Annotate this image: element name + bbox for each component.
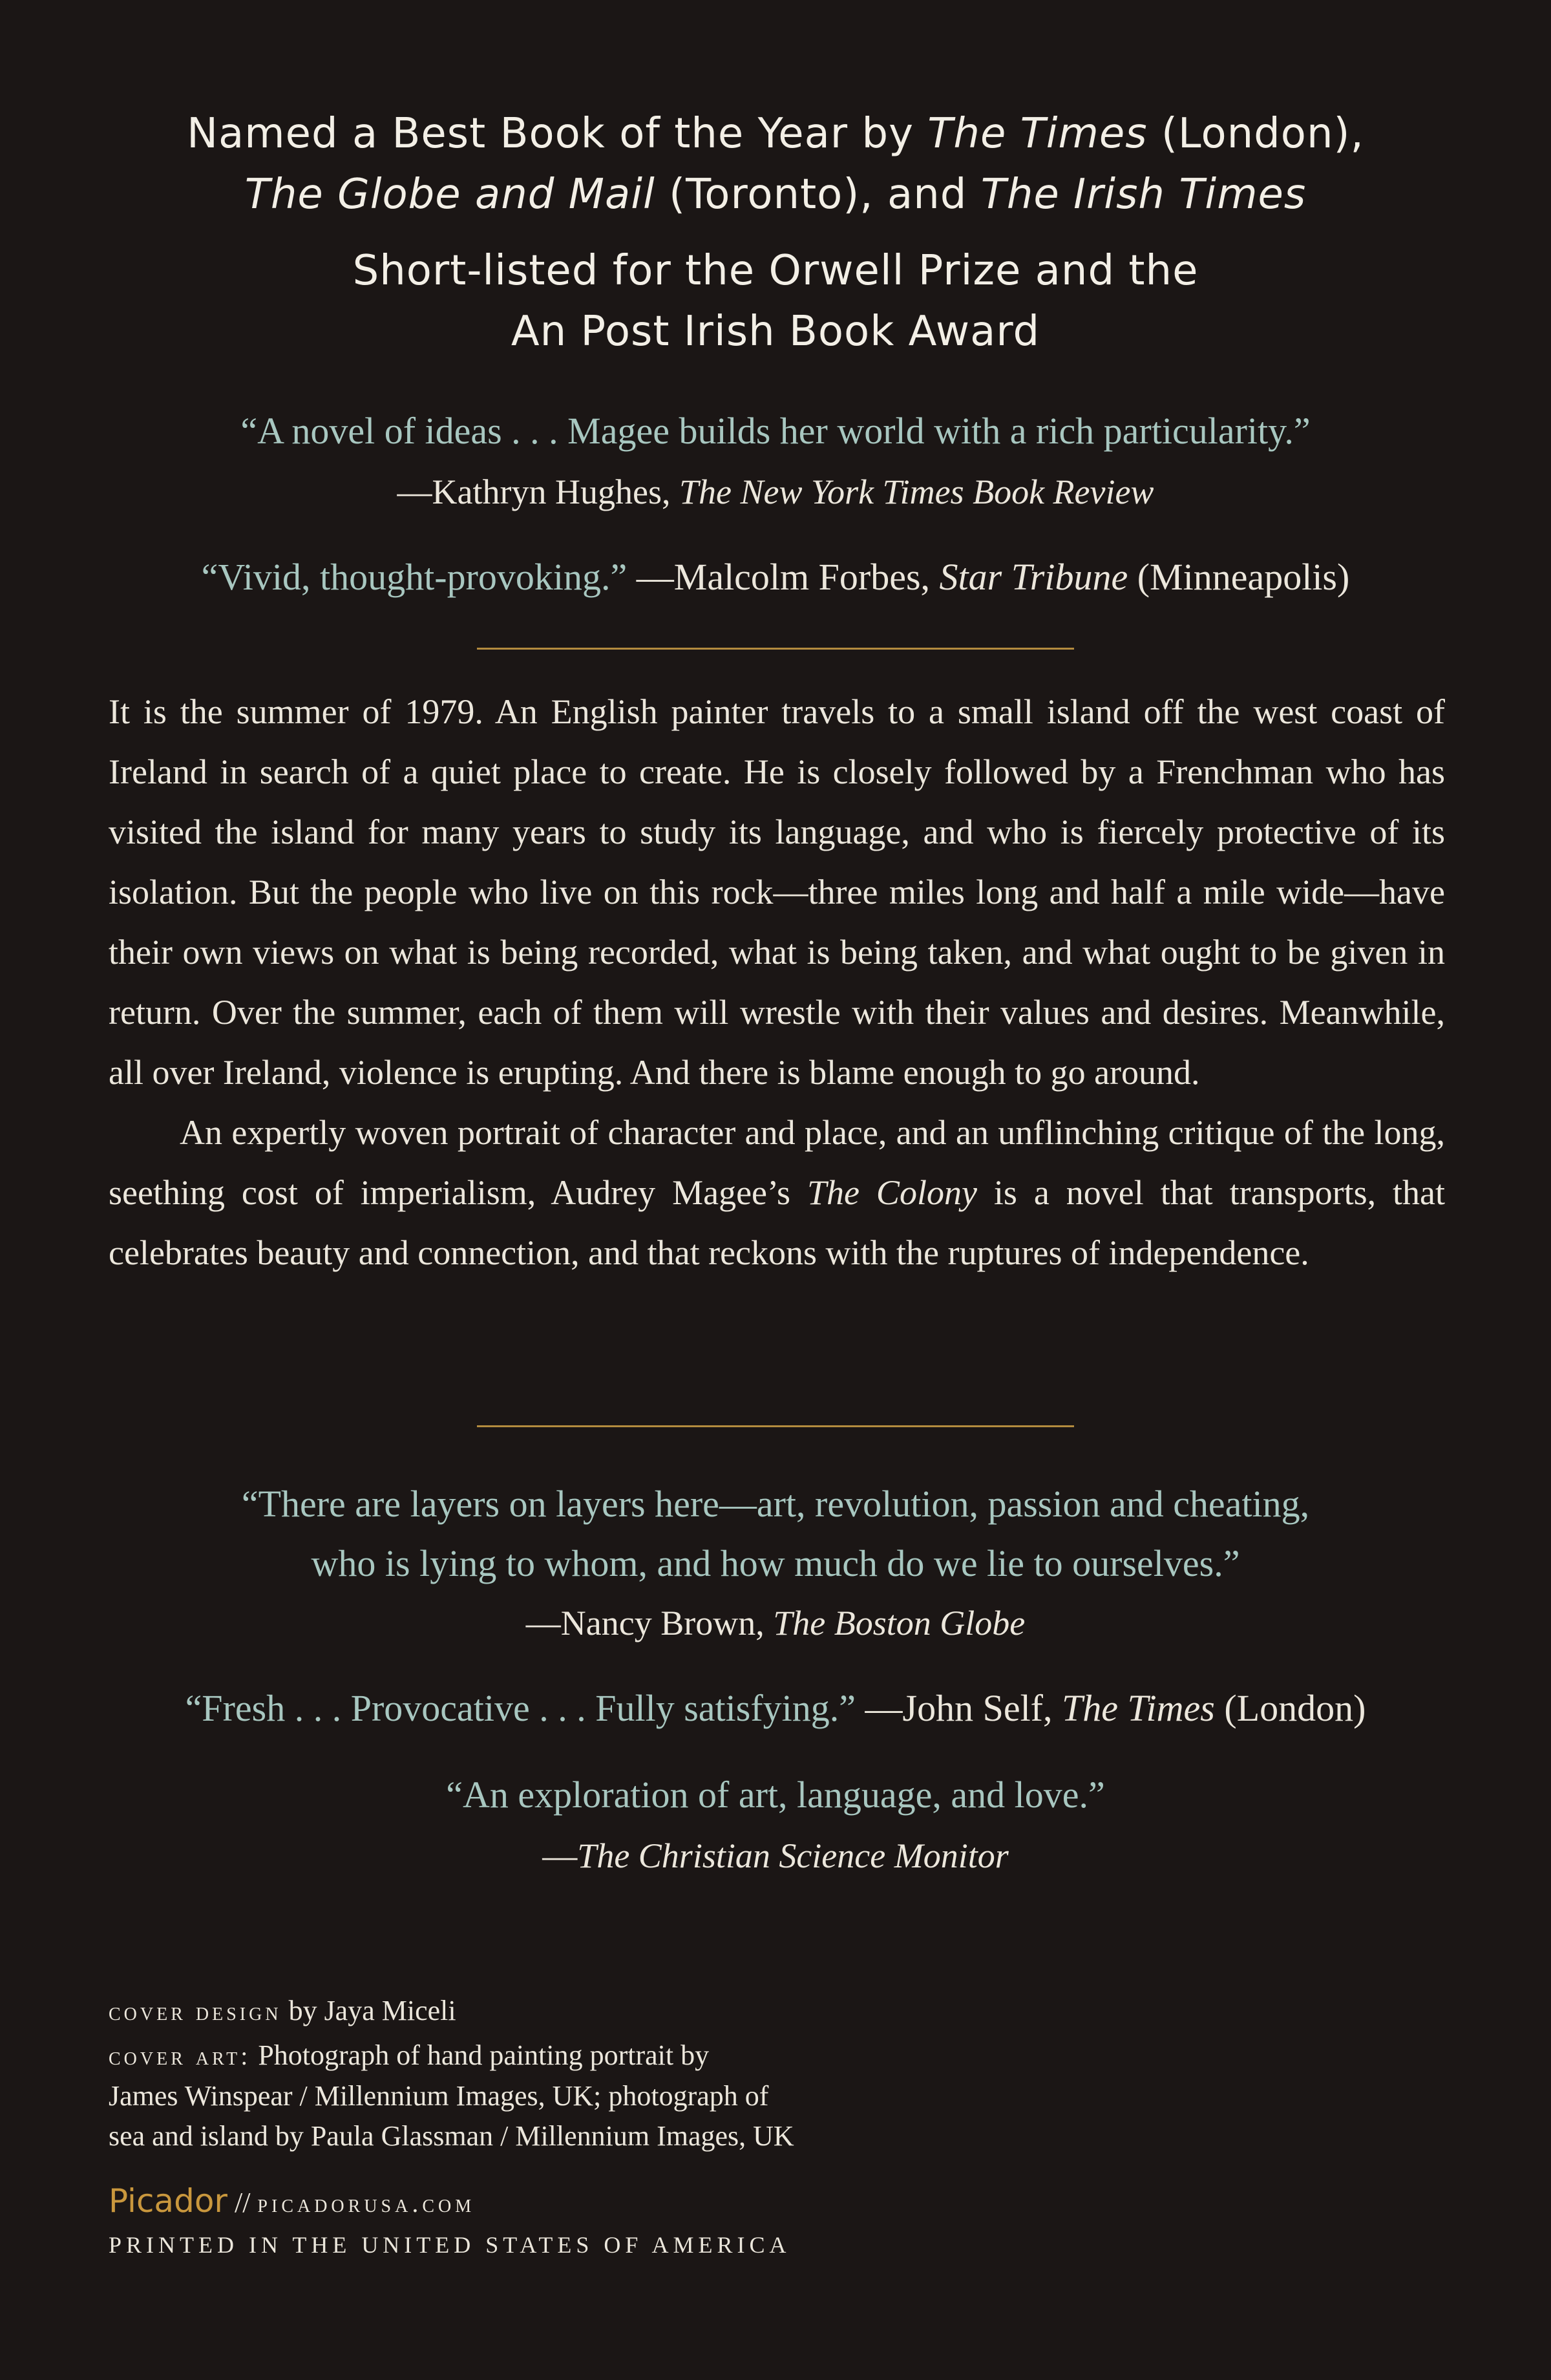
quote-text: “An exploration of art, language, and love.” (446, 1774, 1105, 1816)
publisher-url[interactable] (257, 2191, 475, 2217)
accolade-line-1 (0, 103, 1551, 164)
review-quote (0, 1474, 1551, 1535)
review-source: Star Tribune (939, 556, 1128, 598)
credit-label: cover art: (109, 2041, 251, 2070)
quote-text: “Fresh . . . Provocative . . . Fully satisfying.” (185, 1687, 856, 1729)
review-source: The Christian Science Monitor (577, 1836, 1009, 1875)
credit-label: cover design (109, 1997, 282, 2026)
shortlist-text: An Post Irish Book Award (511, 308, 1040, 356)
review-source: The New York Times Book Review (679, 473, 1154, 511)
review-source-location: (London) (1214, 1687, 1366, 1729)
review-quote (0, 1533, 1551, 1594)
review-source: The Times (1062, 1687, 1215, 1729)
review-attribution (0, 1825, 1551, 1886)
reviewer-name: —John Self, (856, 1687, 1062, 1729)
reviewer-name: —Nancy Brown, (525, 1604, 774, 1642)
quote-text: “A novel of ideas . . . Magee builds her world with a rich particularity.” (240, 410, 1311, 452)
quote-text: “Vivid, thought-provoking.” (201, 556, 628, 598)
reviewer-name: —Kathryn Hughes, (397, 473, 679, 511)
reviewer-name: —Malcolm Forbes, (627, 556, 940, 598)
review-quote (0, 1765, 1551, 1825)
credit-text: Photograph of hand painting portrait by (251, 2039, 710, 2071)
review-attribution (0, 1593, 1551, 1653)
review-source: The Boston Globe (773, 1604, 1026, 1642)
description-paragraph (109, 1103, 1445, 1283)
printed-in-notice (109, 2229, 790, 2261)
publisher-logo: Picador (109, 2182, 227, 2220)
review-source-location: (Minneapolis) (1128, 556, 1350, 598)
divider-rule (477, 648, 1074, 650)
publication-title: The Times (927, 110, 1148, 158)
accolade-text: (London), (1147, 110, 1364, 158)
review-quote-inline (0, 1678, 1551, 1739)
credit-text: by Jaya Miceli (281, 1995, 456, 2026)
divider-rule (477, 1425, 1074, 1427)
shortlist-line-2 (0, 301, 1551, 362)
accolade-text: Named a Best Book of the Year by (187, 110, 928, 158)
description-text: is a novel that transports, that celebrates beauty and connection, and that reckons with the ruptures of independence. (109, 1173, 1446, 1272)
publication-title: The Irish Times (980, 171, 1307, 218)
printed-text: PRINTED IN THE UNITED STATES OF AMERICA (109, 2232, 791, 2258)
review-attribution (0, 462, 1551, 522)
description-paragraph: It is the summer of 1979. An English painter travels to a small island off the west coast of Ireland in search of a quiet place to create. He is closely followed by a Frenchman who has visited the island for many years to study its language, and who is fiercely protective of its isolation. But the people who live on this rock—three miles long and half a mile wide—have their own views on what is being recorded, what is being taken, and what ought to be given in return. Over the summer, each of them will wrestle with their values and desires. Meanwhile, all over Ireland, violence is erupting. And there is blame enough to go around. (109, 692, 1445, 1092)
separator: // (227, 2187, 258, 2218)
review-quote-inline (0, 547, 1551, 608)
book-description (109, 682, 1445, 1283)
publisher-line (109, 2181, 475, 2224)
cover-credits (109, 1991, 1013, 2156)
cover-art-credit (109, 2035, 1013, 2076)
review-quote (0, 401, 1551, 462)
accolade-text: (Toronto), and (655, 171, 981, 218)
attribution-dash: — (542, 1836, 578, 1875)
credit-text: sea and island by Paula Glassman / Millennium Images, UK (109, 2120, 794, 2152)
publisher-url-text: picadorusa.com (257, 2189, 476, 2218)
shortlist-text: Short-listed for the Orwell Prize and the (352, 247, 1199, 295)
cover-design-credit (109, 1991, 1013, 2032)
quote-text: “There are layers on layers here—art, revolution, passion and cheating, (241, 1483, 1310, 1525)
credit-text: James Winspear / Millennium Images, UK; photograph of (109, 2080, 769, 2112)
book-title: The Colony (807, 1173, 977, 1212)
publication-title: The Globe and Mail (244, 171, 655, 218)
description-text: An expertly woven portrait of character and place, and an unflinching critique of the long, seething cost of imperialism, Audrey Magee’s (109, 1113, 1445, 1212)
accolade-line-2 (0, 164, 1551, 225)
shortlist-line-1 (0, 240, 1551, 301)
quote-text: who is lying to whom, and how much do we lie to ourselves.” (311, 1542, 1240, 1584)
